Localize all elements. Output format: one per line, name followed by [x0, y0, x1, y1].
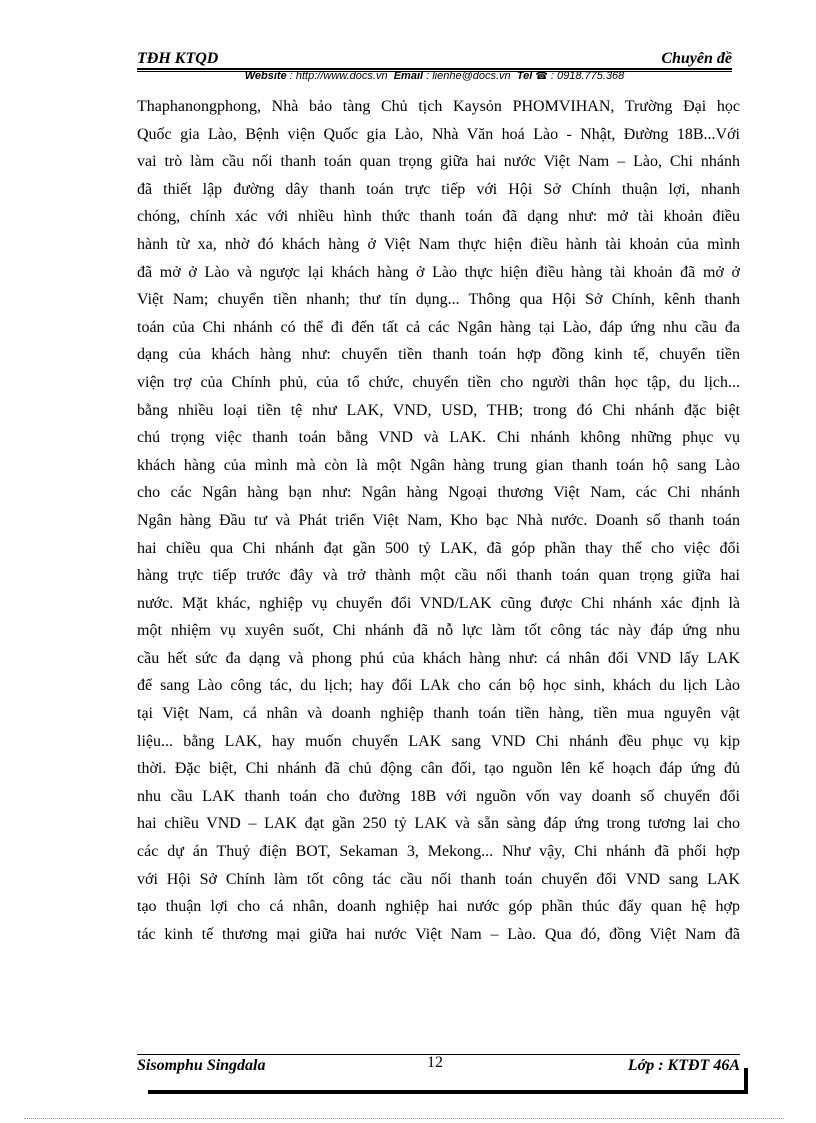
- header-left-title: TĐH KTQD: [137, 50, 219, 67]
- body-line: hành từ xa, nhờ đó khách hàng ở Việt Nam thực hiện điều hành tài khoản của mình: [137, 235, 740, 253]
- body-line: cầu hết sức đa dạng và phong phú của khách hàng như: cá nhân đổi VND lấy LAK: [137, 649, 740, 667]
- body-line: tạo thuận lợi cho cá nhân, doanh nghiệp hai nước góp phần thúc đẩy quan hệ hợp: [137, 898, 740, 916]
- page-bottom-dotted-rule: [24, 1118, 784, 1119]
- body-line: toán của Chi nhánh có thể đi đến tất cả các Ngân hàng tại Lào, đáp ứng nhu cầu đa: [137, 318, 740, 336]
- body-line: vai trò làm cầu nối thanh toán quan trọng giữa hai nước Việt Nam – Lào, Chi nhánh: [137, 153, 740, 171]
- header-right-title: Chuyên đề: [661, 50, 732, 67]
- contact-line: [137, 70, 732, 82]
- body-line: Việt Nam; chuyển tiền nhanh; thư tín dụng... Thông qua Hội Sở Chính, kênh thanh: [137, 291, 740, 309]
- body-line: khách hàng của mình mà còn là một Ngân hàng trung gian thanh toán hộ sang Lào: [137, 456, 740, 474]
- body-line: để sang Lào công tác, du lịch; hay đổi LAk cho cán bộ học sinh, khách du lịch Lào: [137, 677, 740, 695]
- body-line: bằng nhiều loại tiền tệ như LAK, VND, USD, THB; trong đó Chi nhánh đặc biệt: [137, 401, 740, 419]
- body-line: tại Việt Nam, cá nhân và doanh nghiệp thanh toán tiền hàng, tiền mua nguyên vật: [137, 705, 740, 723]
- email-label: Email: [393, 70, 424, 82]
- body-line: hai chiều qua Chi nhánh đạt gần 500 tỷ LAK, đã góp phần thay thế cho việc đổi: [137, 539, 740, 557]
- body-line: Ngân hàng Đầu tư và Phát triển Việt Nam, Kho bạc Nhà nước. Doanh số thanh toán: [137, 511, 740, 529]
- body-line: tác kinh tế thương mại giữa hai nước Việt Nam – Lào. Qua đó, đồng Việt Nam đã: [137, 925, 740, 943]
- body-line: viện trợ của Chính phủ, của tổ chức, chuyển tiền cho người thân học tập, du lịch...: [137, 373, 740, 391]
- body-line: một nhiệm vụ xuyên suốt, Chi nhánh đã nỗ lực làm tốt công tác này đáp ứng nhu: [137, 622, 740, 640]
- body-line: dạng của khách hàng như: chuyển tiền thanh toán hợp đồng kinh tế, chuyển tiền: [137, 346, 740, 364]
- body-line: liệu... bằng LAK, hay muốn chuyển LAK sang VND Chi nhánh đều phục vụ kịp: [137, 732, 740, 750]
- body-line: nhu cầu LAK thanh toán cho đường 18B với nguồn vốn vay doanh số chuyển đổi: [137, 787, 740, 805]
- body-line: với Hội Sở Chính làm tốt công tác cầu nối thanh toán chuyển đổi VND sang LAK: [137, 870, 740, 888]
- page-number: 12: [427, 1054, 443, 1071]
- email-value: : lienhe@docs.vn: [426, 70, 511, 82]
- website-value: : http://www.docs.vn: [289, 70, 388, 82]
- footer-author: Sisomphu Singdala: [137, 1057, 266, 1074]
- body-line: Quốc gia Lào, Bệnh viện Quốc gia Lào, Nhà Văn hoá Lào - Nhật, Đường 18B...Với: [137, 125, 740, 143]
- tel-label: Tel: [516, 70, 533, 82]
- body-line: đã mở ở Lào và ngược lại khách hàng ở Lào thực hiện điều hàng tài khoản đã mở ở: [137, 263, 740, 281]
- body-line: nước. Mặt khác, nghiệp vụ chuyển đổi VND/LAK cũng được Chi nhánh xác định là: [137, 594, 740, 612]
- body-line: thời. Đặc biệt, Chi nhánh đã chủ động cân đối, tạo nguồn lên kế hoạch đáp ứng đủ: [137, 760, 740, 778]
- website-label: Website: [244, 70, 287, 82]
- body-line: các dự án Thuỷ điện BOT, Sekaman 3, Mekong... Như vậy, Chi nhánh đã phối hợp: [137, 843, 740, 861]
- body-paragraph: [137, 93, 740, 948]
- page-shadow-bottom: [148, 1090, 748, 1094]
- body-line: hai chiều VND – LAK đạt gần 250 tỷ LAK và sẵn sàng đáp ứng trong tương lai cho: [137, 815, 740, 833]
- body-line: chú trọng việc thanh toán bằng VND và LAK. Chi nhánh không những phục vụ: [137, 429, 740, 447]
- phone-icon: ☎: [535, 71, 548, 82]
- body-line: cho các Ngân hàng bạn như: Ngân hàng Ngoại thương Việt Nam, các Chi nhánh: [137, 484, 740, 502]
- body-line: Thaphanongphong, Nhà bảo tàng Chủ tịch Kaysỏn PHOMVIHAN, Trường Đại học: [137, 98, 740, 115]
- footer-class: Lớp : KTĐT 46A: [627, 1057, 740, 1074]
- body-line: hàng trực tiếp trước đây và trở thành một cầu nối thanh toán quan trọng giữa hai: [137, 567, 740, 585]
- body-line: chóng, chính xác với nhiều hình thức thanh toán đã dạng như: mở tài khoản điều: [137, 208, 740, 226]
- tel-value: : 0918.775.368: [550, 70, 625, 82]
- body-line: đã thiết lập đường dây thanh toán trực tiếp với Hội Sở Chính thuận lợi, nhanh: [137, 180, 740, 198]
